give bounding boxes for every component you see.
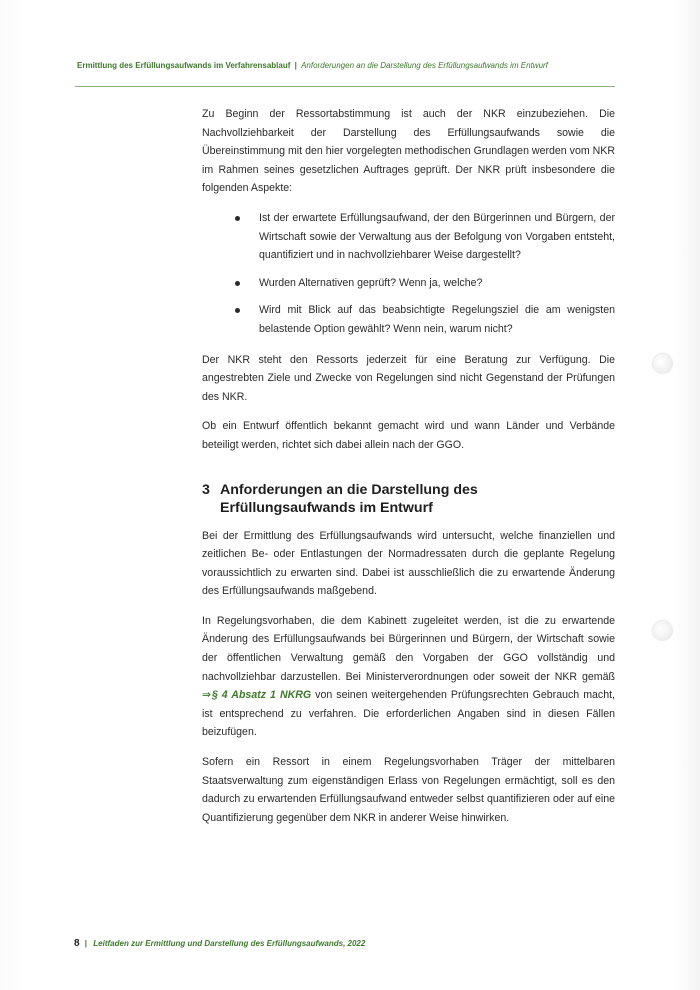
bullet-icon [235,281,240,286]
header-chapter: Ermittlung des Erfüllungsaufwands im Verfahrensablauf [77,61,291,70]
nkrg-reference-link[interactable] [202,689,311,701]
header-divider [75,86,615,87]
main-content [202,105,615,838]
list-item [259,274,615,293]
intro-paragraph: Zu Beginn der Ressortabstimmung ist auch der NKR einzubeziehen. Die Nachvollziehbarkeit der Darstellung des Erfüllungsaufwands sowie die Übereinstimmung mit den hier vorgelegten methodischen Grundlagen werden vom NKR im Rahmen seines gesetzlichen Auftrages geprüft. Der NKR prüft insbesondere die folgenden Aspekte: [202,108,615,195]
punch-hole-icon [653,354,672,373]
page-footer [74,938,614,950]
section-title: Anforderungen an die Darstellung des Erfüllungsaufwands im Entwurf [220,481,478,516]
footer-separator: | [84,939,88,948]
ggo-paragraph: Ob ein Entwurf öffentlich bekannt gemacht wird und wann Länder und Verbände beteiligt werden, richtet sich dabei allein nach der GGO. [202,420,615,451]
arrow-right-icon: ⇒ [202,689,211,702]
bullet-icon [235,308,240,313]
ministry-paragraph: Sofern ein Ressort in einem Regelungsvorhaben Träger der mittelbaren Staatsverwaltung zum eigenständigen Erlass von Regelungen ermächtigt, soll es den dadurch zu erwartenden Erfüllungsaufwand entweder selbst quantifizieren oder auf eine Quantifizierung gegenüber dem NKR in anderer Weise hinwirken. [202,756,615,824]
bullet-icon [235,216,240,221]
determination-paragraph: Bei der Ermittlung des Erfüllungsaufwands wird untersucht, welche finanziellen und zeitlichen Be- oder Entlastungen der Normadressaten durch die geplante Regelung voraussichtlich zu erwarten sind. Dabei ist ausschließlich die zu erwartende Änderung des Erfüllungsaufwands maßgebend. [202,529,615,598]
punch-hole-icon [653,621,672,640]
list-item-text: Wird mit Blick auf das beabsichtigte Regelungsziel die am wenigsten belastende Option gewählt? Wenn nein, warum nicht? [259,304,615,335]
list-item [259,209,615,265]
consultation-paragraph: Der NKR steht den Ressorts jederzeit für eine Beratung zur Verfügung. Die angestrebten Ziele und Zwecke von Regelungen sind nicht Gegenstand der Prüfungen des NKR. [202,353,615,403]
header-separator: | [294,61,297,70]
list-item-text: Ist der erwartete Erfüllungsaufwand, der den Bürgerinnen und Bürgern, der Wirtschaft sowie der Verwaltung aus der Befolgung von Vorgaben entsteht, quantifiziert und in nachvollziehbarer Weise dargestellt? [259,211,615,262]
cabinet-paragraph-text: In Regelungsvorhaben, die dem Kabinett zugeleitet werden, ist die zu erwartende Änderung des Erfüllungsaufwands bei Bürgerinnen und Bürgern, der Wirtschaft sowie der öffentlichen Verwaltung gemäß den Vorgaben der GGO vollständig und nachvollziehbar darzustellen. Bei Ministerverordnungen oder soweit der NKR gemäß [202,614,615,683]
footer-title: Leitfaden zur Ermittlung und Darstellung des Erfüllungsaufwands, 2022 [93,939,366,948]
list-item [259,301,615,338]
cabinet-paragraph [202,612,615,742]
nkrg-reference-text: § 4 Absatz 1 NKRG [211,689,312,702]
page-number: 8 [74,938,80,949]
running-header [77,60,617,72]
cabinet-paragraph-text-continued: von seinen weitergehenden Prüfungsrechten Gebrauch macht, ist entsprechend zu verfahren. Die erforderlichen Angaben sind in diesen Fällen beizufügen. [202,689,615,739]
list-item-text: Wurden Alternativen geprüft? Wenn ja, welche? [259,276,483,289]
section-number: 3 [202,481,210,498]
section-heading [202,481,615,518]
header-section: Anforderungen an die Darstellung des Erfüllungsaufwands im Entwurf [301,61,548,70]
aspect-list [202,209,615,339]
